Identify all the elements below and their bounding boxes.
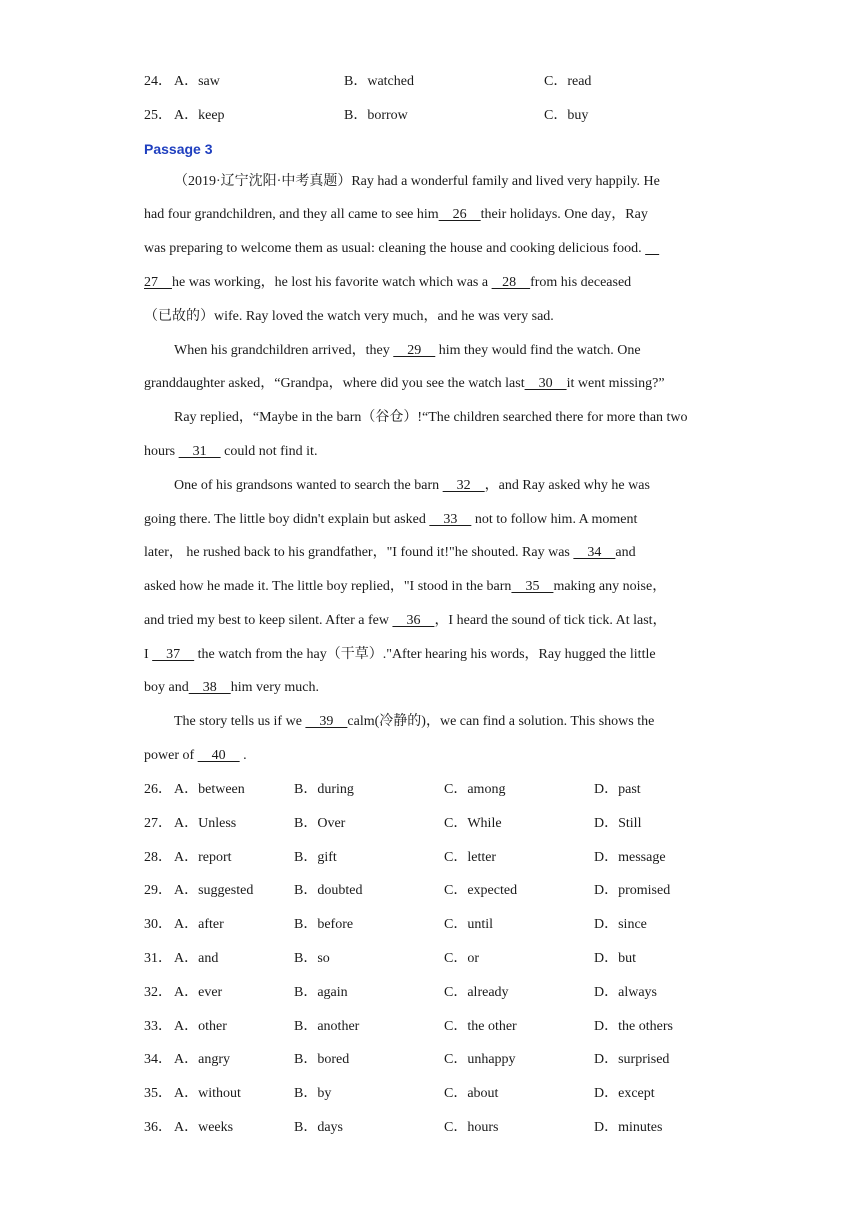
passage-text: . — [239, 748, 247, 763]
blank-30: 30 — [524, 376, 567, 391]
option-c: C．read — [544, 74, 592, 89]
option-c: C．letter — [444, 849, 497, 865]
passage-text: had four grandchildren, and they all came to see him — [144, 207, 439, 222]
blank-28: 28 — [491, 275, 531, 290]
passage-line — [144, 510, 637, 530]
passage-line — [174, 341, 641, 361]
option-b: B．gift — [294, 849, 337, 865]
question-number: 28． — [144, 849, 172, 865]
blank-26: 26 — [438, 207, 481, 222]
passage-text: ，I heard the sound of tick tick. At last， — [434, 613, 667, 628]
option-b: B．days — [294, 1120, 343, 1135]
passage-text: hours — [144, 444, 179, 459]
option-c: C．or — [444, 951, 479, 966]
option-b: B．another — [294, 1018, 360, 1034]
passage-line — [174, 172, 660, 192]
option-c: C．the other — [444, 1018, 517, 1034]
option-c: C．expected — [444, 883, 518, 899]
passage-text: their holidays. One day，Ray — [480, 207, 648, 222]
passage-text: him they would find the watch. One — [435, 343, 641, 358]
passage-text: could not find it. — [220, 444, 318, 459]
question-number: 36． — [144, 1120, 172, 1135]
passage-text: making any noise， — [553, 579, 667, 594]
question-number: 24． — [144, 74, 172, 89]
blank-36: 36 — [392, 613, 435, 628]
passage-line — [144, 543, 636, 563]
option-d: D．promised — [594, 883, 671, 899]
option-c: C．hours — [444, 1120, 499, 1135]
passage-text: When his grandchildren arrived，they — [174, 343, 394, 358]
option-c: C．While — [444, 815, 502, 831]
option-a: A．Unless — [174, 815, 237, 831]
option-a: A．saw — [174, 74, 220, 89]
passage-line — [144, 577, 666, 597]
question-number: 25． — [144, 108, 172, 123]
passage-line — [144, 611, 667, 631]
passage-line — [144, 307, 554, 327]
passage-text: him very much. — [230, 680, 319, 695]
passage-text: it went missing?” — [566, 376, 665, 391]
passage-text: Ray replied，“Maybe in the barn（谷仓）!“The children searched there for more than two — [174, 410, 688, 425]
option-a: A．angry — [174, 1052, 230, 1068]
passage-text: granddaughter asked，“Grandpa，where did you see the watch last — [144, 376, 525, 391]
option-a: A．other — [174, 1018, 227, 1034]
option-b: B．during — [294, 782, 354, 797]
passage-text: The story tells us if we — [174, 714, 306, 729]
passage-text: ，and Ray asked why he was — [484, 478, 650, 493]
question-number: 27． — [144, 815, 172, 831]
blank-33: 33 — [429, 512, 472, 527]
option-b: B．watched — [344, 74, 414, 89]
question-number: 26． — [144, 782, 172, 797]
passage-line — [144, 645, 656, 665]
option-b: B．borrow — [344, 108, 408, 123]
question-number: 33． — [144, 1018, 172, 1034]
passage-text: boy and — [144, 680, 189, 695]
option-a: A．keep — [174, 108, 225, 123]
option-d: D．past — [594, 782, 641, 797]
passage-line — [174, 712, 654, 732]
blank-37: 37 — [152, 647, 195, 662]
blank-27-start — [645, 241, 659, 256]
question-number: 29． — [144, 883, 172, 899]
blank-40: 40 — [197, 748, 240, 763]
passage-line — [144, 678, 319, 698]
option-a: A．without — [174, 1086, 241, 1102]
option-d: D．since — [594, 917, 647, 933]
blank-35: 35 — [511, 579, 554, 594]
passage-text: power of — [144, 748, 198, 763]
option-d: D．surprised — [594, 1052, 670, 1068]
option-d: D．always — [594, 984, 657, 1000]
passage-text: and — [615, 545, 636, 560]
question-number: 31． — [144, 951, 172, 966]
option-a: A．ever — [174, 984, 223, 1000]
option-b: B．by — [294, 1086, 332, 1102]
option-b: B．Over — [294, 815, 346, 831]
option-b: B．bored — [294, 1052, 350, 1068]
option-c: C．among — [444, 782, 506, 797]
option-c: C．until — [444, 917, 494, 933]
passage-text: I — [144, 647, 153, 662]
option-c: C．already — [444, 984, 509, 1000]
option-d: D．but — [594, 951, 636, 966]
passage-line — [144, 239, 659, 259]
option-d: D．minutes — [594, 1120, 663, 1135]
question-number: 32． — [144, 984, 172, 1000]
option-b: B．again — [294, 984, 348, 1000]
passage-text: not to follow him. A moment — [471, 512, 638, 527]
blank-27: 27 — [144, 275, 172, 290]
passage-line — [144, 205, 648, 225]
passage-text: （2019·辽宁沈阳·中考真题）Ray had a wonderful family and lived very happily. He — [174, 174, 660, 189]
passage-line — [144, 374, 665, 394]
blank-34: 34 — [573, 545, 616, 560]
option-a: A．after — [174, 917, 224, 933]
option-a: A．report — [174, 849, 232, 865]
blank-39: 39 — [305, 714, 348, 729]
option-a: A．and — [174, 951, 219, 966]
option-d: D．except — [594, 1086, 655, 1102]
option-a: A．between — [174, 782, 245, 797]
passage-text: was preparing to welcome them as usual: cleaning the house and cooking delicious food. — [144, 241, 646, 256]
passage-text: and tried my best to keep silent. After a few — [144, 613, 393, 628]
passage-text: later， he rushed back to his grandfather，"I found it!"he shouted. Ray was — [144, 545, 574, 560]
option-d: D．message — [594, 849, 666, 865]
blank-32: 32 — [442, 478, 485, 493]
option-b: B．doubted — [294, 883, 363, 899]
passage-line — [174, 476, 650, 496]
passage-text: One of his grandsons wanted to search the barn — [174, 478, 443, 493]
passage-text: calm(冷静的)，we can find a solution. This shows the — [347, 714, 655, 729]
blank-31: 31 — [178, 444, 221, 459]
blank-29: 29 — [393, 343, 436, 358]
blank-38: 38 — [188, 680, 231, 695]
option-a: A．weeks — [174, 1120, 234, 1135]
passage-line — [144, 273, 631, 293]
option-b: B．before — [294, 917, 354, 933]
passage-text: from his deceased — [530, 275, 632, 290]
option-b: B．so — [294, 951, 330, 966]
option-d: D．Still — [594, 815, 642, 831]
question-number: 35． — [144, 1086, 172, 1102]
passage-line — [144, 746, 247, 766]
question-number: 30． — [144, 917, 172, 933]
passage-text: （已故的）wife. Ray loved the watch very much，and he was very sad. — [144, 309, 554, 324]
passage-line — [144, 442, 317, 462]
option-c: C．buy — [544, 108, 589, 123]
option-a: A．suggested — [174, 883, 254, 899]
passage-line — [174, 408, 688, 428]
option-d: D．the others — [594, 1018, 673, 1034]
passage-text: asked how he made it. The little boy replied，"I stood in the barn — [144, 579, 512, 594]
option-c: C．about — [444, 1086, 499, 1102]
passage-text: going there. The little boy didn't explain but asked — [144, 512, 430, 527]
passage-title: Passage 3 — [144, 141, 213, 157]
option-c: C．unhappy — [444, 1052, 516, 1068]
question-number: 34． — [144, 1052, 172, 1068]
passage-text: the watch from the hay（干草）."After hearing his words，Ray hugged the little — [194, 647, 656, 662]
passage-text: he was working，he lost his favorite watch which was a — [172, 275, 492, 290]
